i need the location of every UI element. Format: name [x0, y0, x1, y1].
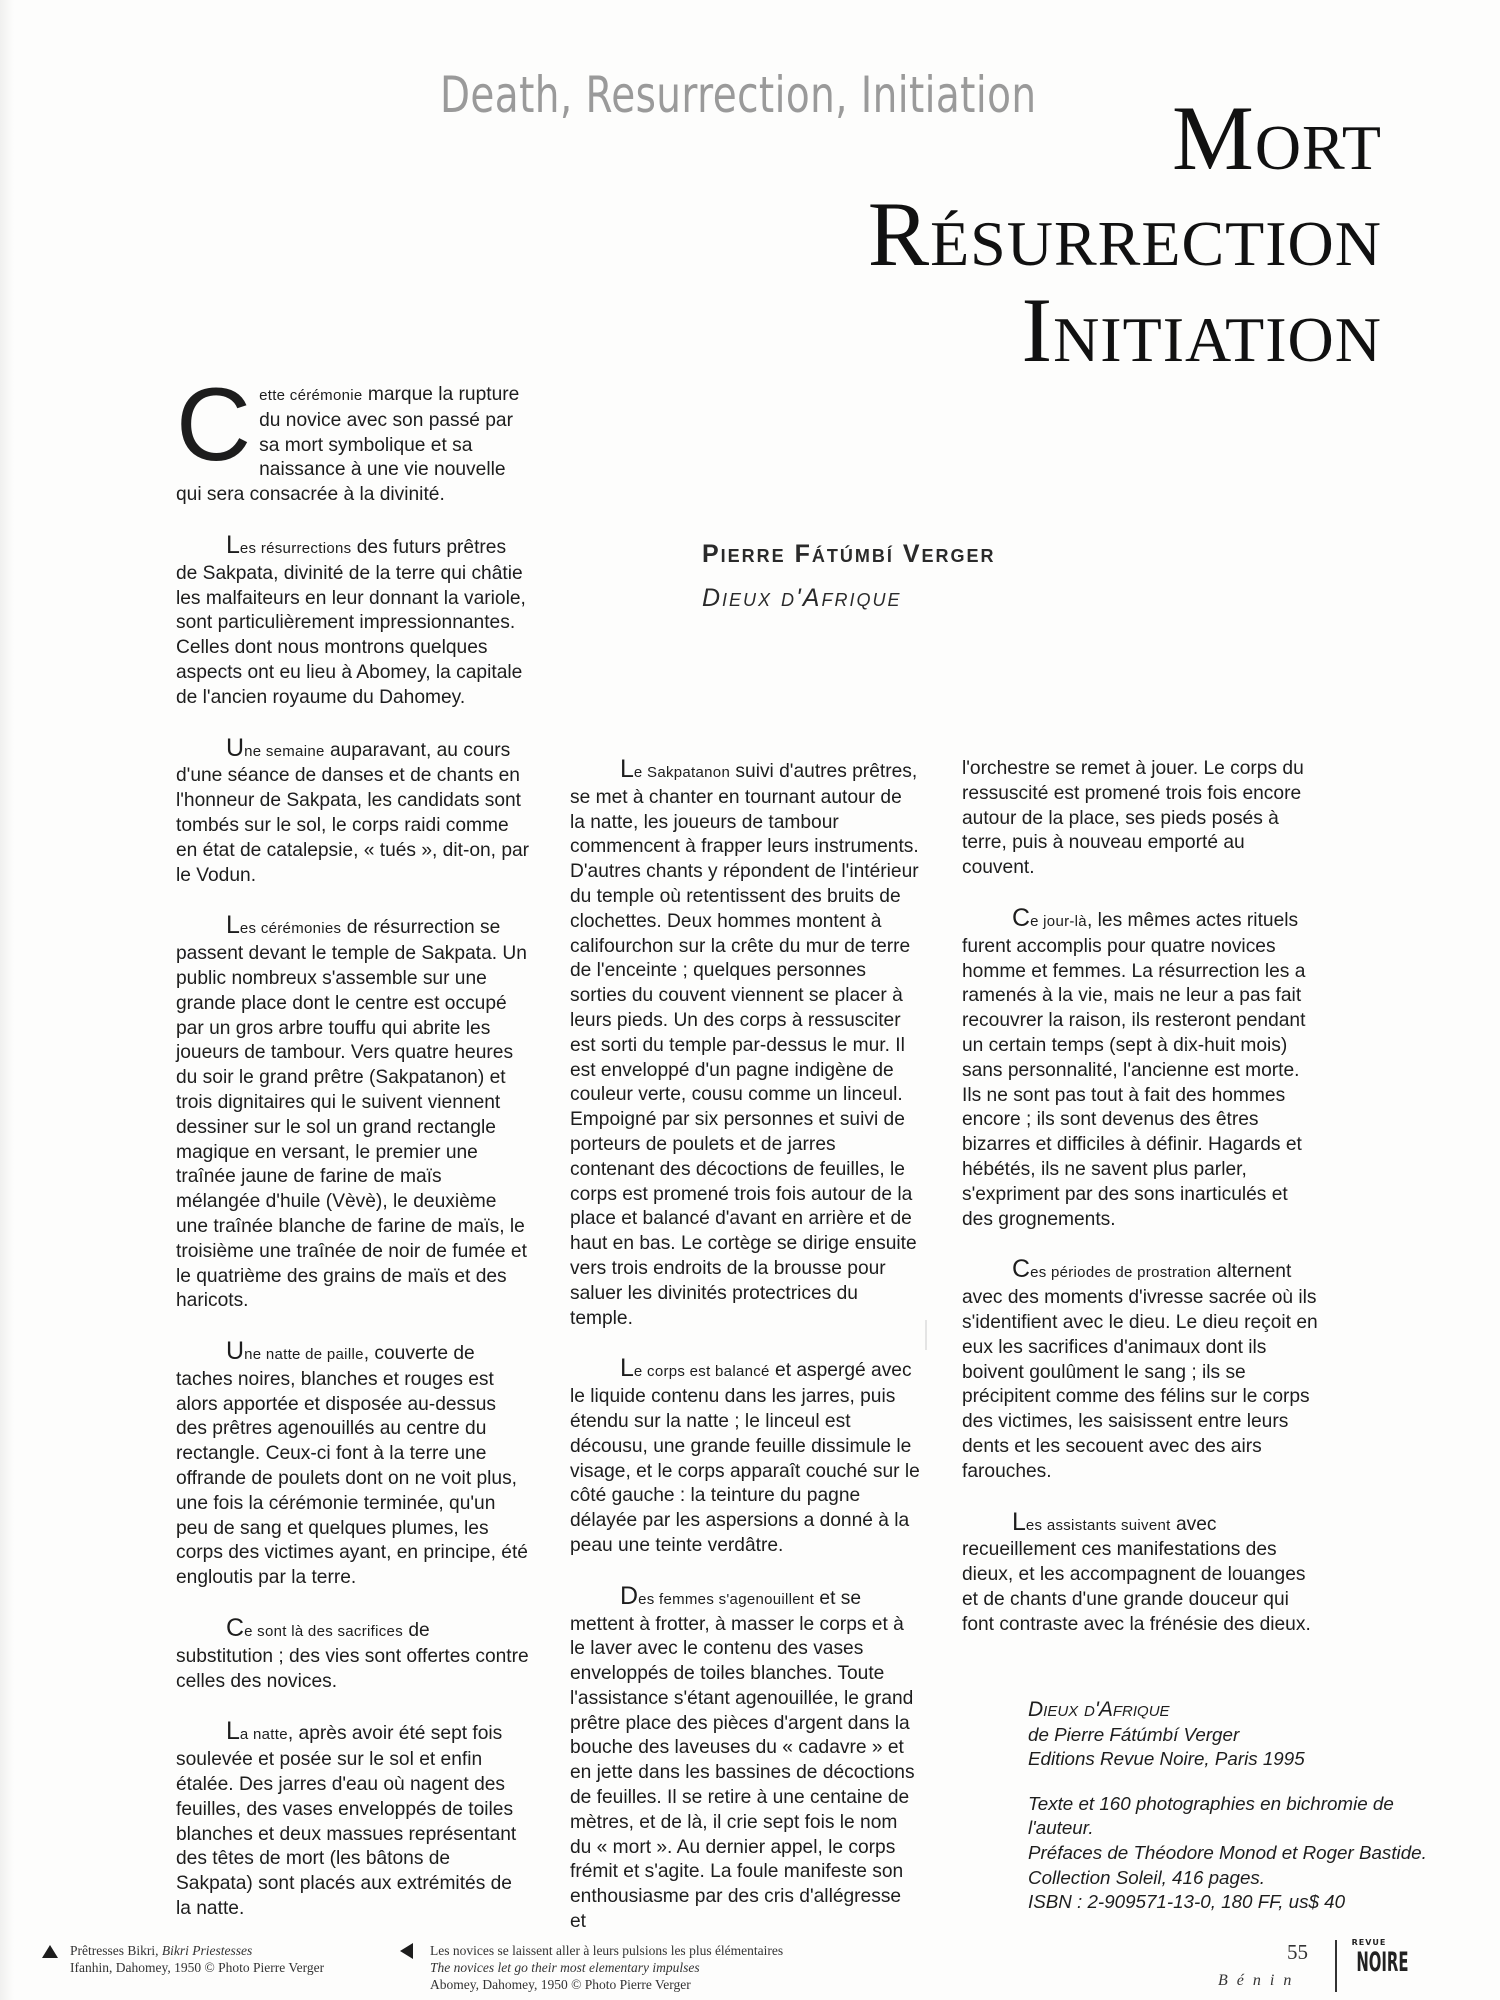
text-column-3 [962, 757, 1322, 1663]
scan-edge [0, 0, 14, 2000]
paragraph [176, 367, 531, 508]
small-caps-lead: e sont là des sacrifices [244, 1623, 403, 1641]
credits-line: ISBN : 2-909571-13-0, 180 FF, us$ 40 [1028, 1891, 1346, 1913]
small-caps-lead: ne natte de paille [244, 1346, 364, 1364]
lead-letter: L [226, 911, 240, 940]
credits-author: de Pierre Fátúmbí Verger [1028, 1723, 1240, 1745]
small-caps-lead: ette cérémonie [259, 387, 363, 404]
lead-letter: L [620, 755, 634, 783]
paragraph-text: des futurs prêtres de Sakpata, divinité de la terre qui châtie les malfaiteurs en leur donnant la variole, sont particulièrement impressionnantes. Celles dont nous montrons quelques aspects ont eu lieu à Abomey, la capitale de l'ancien royaume du Dahomey. [176, 536, 526, 708]
paragraph-text: alternent avec des moments d'ivresse sacrée où ils s'identifient avec le dieu. Le dieu reçoit en eux les sacrifices d'animaux dont ils boivent goulûment le sang ; ils se précipitent comme des félins sur le corps des victimes, les saisissent entre leurs dents et les secouent avec des airs farouches. [962, 1261, 1318, 1482]
paragraph [570, 1356, 920, 1558]
paragraph-text: , les mêmes actes rituels furent accomplis pour quatre novices homme et femmes. La résurrection les a ramenés à la vie, mais ne leur a pas fait recouvrer la raison, ils resteront pendant un certain temps (sept à dix-huit mois) sans personnalité, l'ancienne est morte. Ils ne sont pas tout à fait des hommes encore ; ils sont devenus des êtres bizarres et difficiles à définir. Hagards et hébétés, ils ne savent plus parler, s'expriment par des sons inarticulés et des grognements. [962, 909, 1306, 1230]
lead-letter: L [620, 1354, 634, 1383]
credits-description [1028, 1792, 1428, 1915]
paragraph-text: l'orchestre se remet à jouer. Le corps du ressuscité est promené trois fois encore autour de la place, ses pieds posés à terre, puis à nouveau emporté au couvent. [962, 758, 1304, 879]
paragraph-text: de substitution ; des vies sont offertes contre celles des novices. [176, 1620, 529, 1692]
paragraph [176, 913, 531, 1314]
title-line-3: Initiation [1021, 279, 1382, 381]
paragraph-text: suivi d'autres prêtres, se met à chanter en tournant autour de la natte, les joueurs de tambour commencent à frapper leurs instruments. D'autres chants y répondent de l'intérieur du temple où retentissent des bruits de clochettes. Deux hommes montent à califourchon sur la crête du mur de terre de l'enceinte ; quelques personnes sorties du couvent viennent se placer à leurs pieds. Un des corps à ressusciter est sorti du temple par-dessus le mur. Il est enveloppé d'un pagne indigène de couleur verte, cousu comme un linceul. Empoigné par six personnes et suivi de porteurs de poulets et de jarres contenant des décoctions de feuilles, le corps est promené trois fois autour de la place et balancé d'avant en arrière et de haut en bas. Le cortège se dirige ensuite vers trois endroits de la brousse pour saluer les divinités protectrices du temple. [570, 761, 919, 1329]
caption-french: Les novices se laissent aller à leurs pulsions les plus élémentaires [430, 1943, 784, 1958]
paragraph [176, 1616, 531, 1694]
caption-french: Prêtresses Bikri, [70, 1943, 162, 1958]
paragraph [962, 1257, 1322, 1484]
paragraph-text: et aspergé avec le liquide contenu dans les jarres, puis étendu sur la natte ; le linceul est décousu, une grande feuille dissimule le visage, et le corps apparaît couché sur le côté gauche : la teinture du pagne délayée par les aspersions a donné à la peau une teinte verdâtre. [570, 1360, 920, 1556]
caption-location: Ifanhin, Dahomey, 1950 © Photo Pierre Verger [70, 1960, 325, 1975]
lead-letter: C [226, 1614, 245, 1643]
lead-letter: U [226, 1337, 245, 1366]
page-number: 55 [1287, 1940, 1308, 1964]
caption-title [70, 1942, 400, 1959]
logo-big-text: NOIRE [1356, 1947, 1409, 1978]
small-caps-lead: e corps est balancé [633, 1363, 770, 1381]
paragraph [176, 733, 531, 889]
caption-english-text: The novices let go their most elementary impulses [430, 1960, 700, 1975]
page-fold-mark [925, 1320, 927, 1350]
caption-english [430, 1959, 830, 1976]
lead-letter: C [1012, 903, 1031, 932]
paragraph [176, 1339, 531, 1591]
small-caps-lead: a natte [239, 1726, 288, 1744]
small-caps-lead: ne semaine [244, 742, 325, 760]
logo-small-text: REVUE [1351, 1938, 1387, 1947]
credits-book-title: Dieux d'Afrique [1028, 1698, 1170, 1721]
revue-noire-logo [1346, 1938, 1409, 1978]
paragraph-text: , couverte de taches noires, blanches et rouges est alors apportée et disposée au-dessus des prêtres agenouillés au centre du rectangle. Ceux-ci font à la terre une offrande de poulets dont on ne voit plus, une fois la cérémonie terminée, qu'un peu de sang et quelques plumes, les corps des victimes ayant, en principe, été engloutis par la terre. [176, 1343, 528, 1589]
credits-line: Collection Soleil, 416 pages. [1028, 1866, 1266, 1888]
small-caps-lead: e Sakpatanon [633, 764, 731, 781]
credits-line: Texte et 160 photographies en bichromie de l'auteur. [1028, 1792, 1394, 1839]
lead-letter: L [226, 530, 240, 559]
paragraph-text: auparavant, au cours d'une séance de danses et de chants en l'honneur de Sakpata, les candidats sont tombés sur le sol, le corps raidi comme en état de catalepsie, « tués », dit-on, par le Vodun. [176, 739, 530, 886]
lead-letter: U [226, 733, 245, 762]
paragraph-text: marque la rupture du novice avec son passé par sa mort symbolique et sa naissance à une vie nouvelle qui sera consacrée à la divinité. [176, 384, 520, 506]
credits-block [1028, 1698, 1428, 1772]
caption-location: Abomey, Dahomey, 1950 © Photo Pierre Verger [430, 1977, 691, 1992]
small-caps-lead: es périodes de prostration [1030, 1264, 1212, 1282]
triangle-up-icon [42, 1945, 58, 1958]
small-caps-lead: e jour-là [1030, 912, 1087, 930]
paragraph-text: avec recueillement ces manifestations des dieux, et les accompagnent de louanges et de chants d'une grande douceur qui font contraste avec la frénésie des dieux. [962, 1513, 1311, 1635]
lead-letter: L [226, 1717, 240, 1746]
caption-english: Bikri Priestesses [161, 1943, 253, 1958]
small-caps-lead: es résurrections [239, 539, 352, 557]
book-title: Dieux d'Afrique [702, 584, 902, 612]
drop-cap: C [176, 367, 252, 483]
english-subtitle: Death, Resurrection, Initiation [440, 66, 1037, 124]
footer-divider [1335, 1940, 1337, 1992]
paragraph [962, 903, 1322, 1232]
paragraph [962, 1507, 1322, 1638]
paragraph [570, 757, 920, 1331]
paragraph-text: de résurrection se passent devant le temple de Sakpata. Un public nombreux s'assemble sur une grande place dont le centre est occupé par un gros arbre touffu qui abrite les joueurs de tambour. Vers quatre heures du soir le grand prêtre (Sakpatanon) et trois dignitaires qui le suivent viennent dessiner sur le sol un grand rectangle magique en versant, le premier une traînée jaune de farine de maïs mélangée d'huile (Vèvè), le deuxième une traînée blanche de farine de maïs, le troisième une traînée de noir de fumée et le quatrième des grains de maïs et des haricots. [176, 917, 527, 1312]
text-column-1 [176, 367, 531, 1947]
paragraph [962, 757, 1322, 881]
paragraph-text: et se mettent à frotter, à masser le corps et à le laver avec le contenu des vases enveloppés de toiles blanches. Toute l'assistance s'étant agenouillée, le grand prêtre place des pièces d'argent dans la bouche des laveuses du « cadavre » et en jette dans les bassines de décoctions de feuilles. Il se retire à une centaine de mètres, et de là, il crie sept fois le nom du « mort ». Au dernier appel, le corps frémit et s'agite. La foule manifeste son enthousiasme par des cris d'allégresse et [570, 1587, 915, 1933]
small-caps-lead: es cérémonies [239, 920, 342, 938]
paragraph [176, 1719, 531, 1921]
author-name: Pierre Fátúmbí Verger [702, 540, 996, 568]
small-caps-lead: es assistants suivent [1025, 1516, 1171, 1534]
text-column-2 [570, 757, 920, 1960]
lead-letter: D [620, 1581, 639, 1610]
book-credits [1028, 1698, 1428, 1935]
photo-caption-2 [430, 1942, 830, 1993]
section-name: Bénin [1218, 1972, 1301, 1989]
title-line-2: Résurrection [867, 183, 1382, 285]
small-caps-lead: es femmes s'agenouillent [638, 1590, 815, 1608]
paragraph [176, 530, 531, 711]
title-line-1: Mort [1172, 87, 1382, 189]
credits-line: Préfaces de Théodore Monod et Roger Bastide. [1028, 1841, 1427, 1863]
paragraph-text: , après avoir été sept fois soulevée et posée sur le sol et enfin étalée. Des jarres d'eau où nagent des feuilles, des vases enveloppés de toiles blanches et deux massues représentant des têtes de mort (les bâtons de Sakpata) sont placés aux extrémités de la natte. [176, 1723, 517, 1920]
paragraph [570, 1581, 920, 1935]
lead-letter: C [1012, 1255, 1031, 1284]
credits-publisher: Editions Revue Noire, Paris 1995 [1028, 1748, 1305, 1770]
lead-letter: L [1012, 1507, 1026, 1536]
photo-caption-1 [70, 1942, 400, 1976]
triangle-left-icon [400, 1943, 413, 1959]
page-title [862, 87, 1382, 381]
